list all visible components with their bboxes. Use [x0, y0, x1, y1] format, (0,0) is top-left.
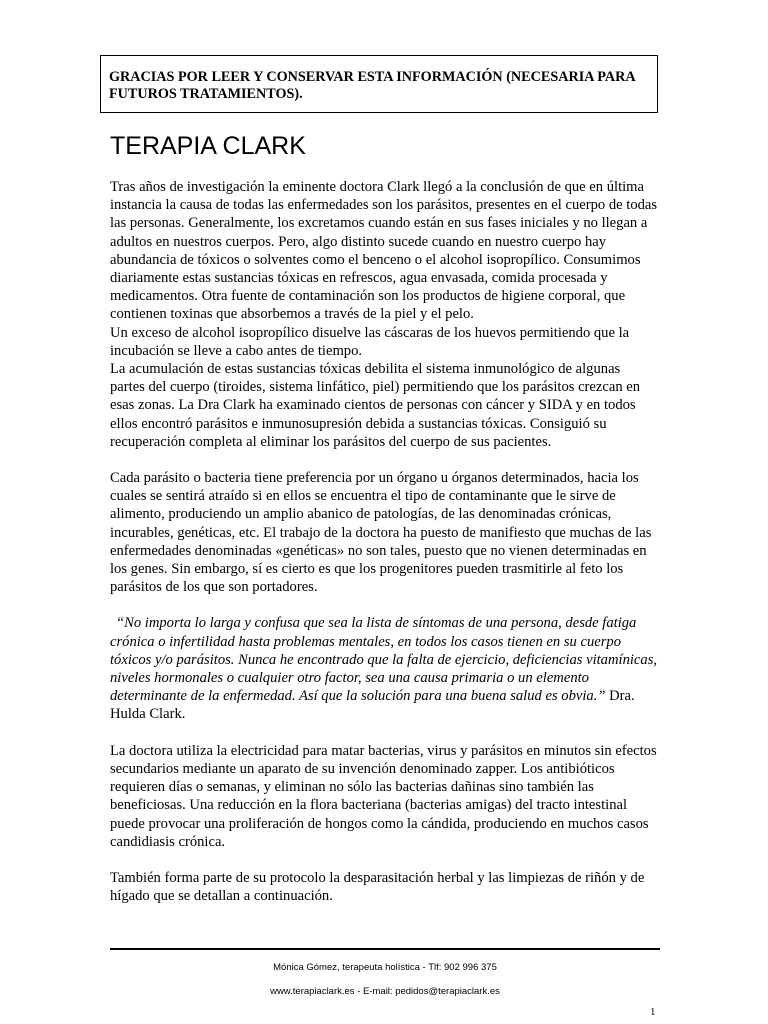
- footer-contact: Mónica Gómez, terapeuta holística - Tlf: 902 996 375: [273, 962, 497, 973]
- footer-web-email: www.terapiaclark.es - E-mail: pedidos@terapiaclark.es: [270, 986, 500, 997]
- quote-block: [110, 614, 658, 723]
- quote-text: “No importa lo larga y confusa que sea la lista de síntomas de una persona, desde fatiga crónica o infertilidad hasta problemas mentales, en todos los casos tienen en su cuerpo tóxicos y/o parásitos. Nunca he encontrado que la falta de ejercicio, deficiencias vitamínicas, niveles hormonales o cualquier otro factor, sea una causa primaria o un elemento determinante de la enfermedad. Así que la solución para una buena salud es obvia.”: [110, 615, 658, 705]
- document-body: [110, 178, 658, 905]
- paragraph-parasite-preference: Cada parásito o bacteria tiene preferencia por un órgano u órganos determinados, hacia los cuales se sentirá atraído si en ellos se encuentra el tipo de contaminante que le sirve de alimento, produciendo un amplio abanico de patologías, de las denominadas crónicas, incurables, genéticas, etc. El trabajo de la doctora ha puesto de manifiesto que muchas de las enfermedades denominadas «genéticas» no son tales, puesto que no vienen determinadas en los genes. Sin embargo, sí es cierto es que los progenitores pueden trasmitirle al feto los parásitos de los que son portadores.: [110, 470, 652, 596]
- notice-box: [100, 55, 658, 113]
- paragraph-toxic-accumulation: La acumulación de estas sustancias tóxicas debilita el sistema inmunológico de algunas partes del cuerpo (tiroides, sistema linfático, piel) permitiendo que los parásitos crezcan en esas zonas. La Dra Clark ha examinado cientos de personas con cáncer y SIDA y en todos ellos encontró parásitos e inmunosupresión debida a sustancias tóxicas. Consiguió su recuperación completa al eliminar los parásitos del cuerpo de sus pacientes.: [110, 361, 641, 450]
- paragraph-protocol: También forma parte de su protocolo la desparasitación herbal y las limpiezas de riñón y de hígado que se detallan a continuación.: [110, 869, 645, 905]
- paragraph-zapper: La doctora utiliza la electricidad para matar bacterias, virus y parásitos en minutos sin efectos secundarios mediante un aparato de su invención denominado zapper. Los antibióticos requieren días o semanas, y eliminan no sólo las bacterias dañinas sino también las beneficiosas. Una reducción en la flora bacteriana (bacterias amigas) del tracto intestinal puede provocar una proliferación de hongos como la cándida, produciendo en muchos casos candidiasis crónica.: [110, 742, 657, 850]
- footer-divider: [110, 948, 660, 950]
- page-title: TERAPIA CLARK: [110, 132, 306, 160]
- page-number: 1: [650, 1006, 656, 1018]
- quote-author: Dra. Hulda Clark.: [110, 688, 635, 723]
- notice-text: GRACIAS POR LEER Y CONSERVAR ESTA INFORMACIÓN (NECESARIA PARA FUTUROS TRATAMIENTOS).: [109, 69, 635, 102]
- paragraph-alcohol: Un exceso de alcohol isopropílico disuelve las cáscaras de los huevos permitiendo que la incubación se lleve a cabo antes de tiempo.: [110, 324, 630, 359]
- paragraph-intro: Tras años de investigación la eminente doctora Clark llegó a la conclusión de que en última instancia la causa de todas las enfermedades son los parásitos, presentes en el cuerpo de todas las personas. Generalmente, los excretamos cuando están en sus fases iniciales y no llegan a adultos en nuestros cuerpos. Pero, algo distinto sucede cuando en nuestro cuerpo hay abundancia de tóxicos o solventes como el benceno o el alcohol isopropílico. Consumimos diariamente estas sustancias tóxicas en refrescos, agua envasada, comida procesada y medicamentos. Otra fuente de contaminación son los productos de higiene corporal, que contienen toxinas que absorbemos a través de la piel y el pelo.: [110, 179, 658, 323]
